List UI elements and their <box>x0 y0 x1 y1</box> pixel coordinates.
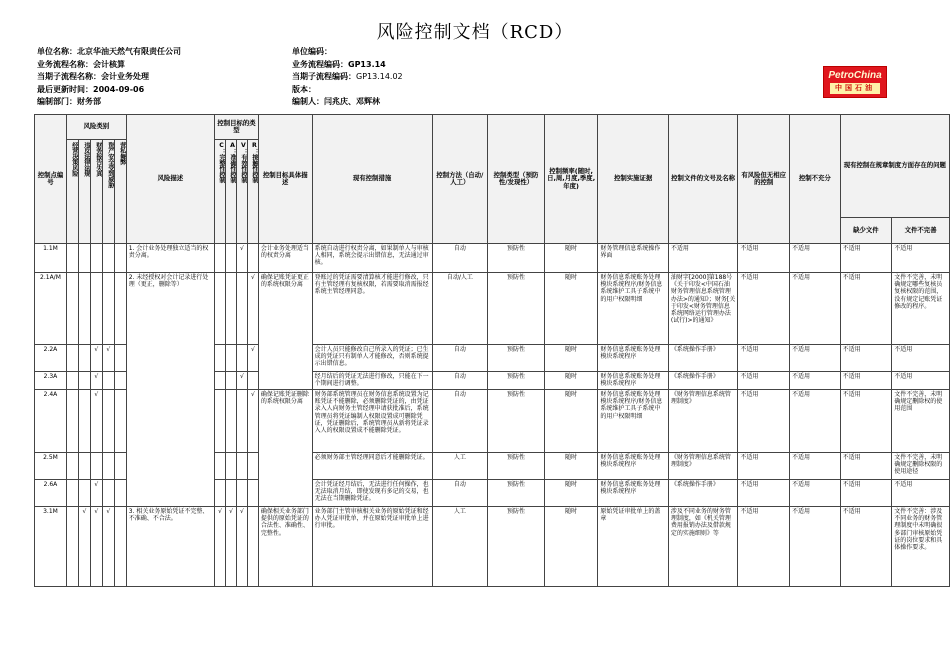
cell-freq: 随时 <box>544 372 598 390</box>
cell-issue-incomplete: 文件不完善：涉及不同业务的财务管理制度中未明确很多部门审核原始凭证的岗位要求和具体操作要求。 <box>892 507 950 587</box>
cell-id: 2.5M <box>35 453 67 480</box>
hdr-ctrl-insuff: 控制不充分 <box>790 115 841 244</box>
hdr-measure: 现有控制措施 <box>312 115 432 244</box>
cell-issue-incomplete: 不适用 <box>892 345 950 372</box>
cell-risk-no-ctrl: 不适用 <box>738 453 790 480</box>
cell-ctype: 预防性 <box>488 453 545 480</box>
meta-subprocess-name: 当期子流程名称：会计业务处理 <box>37 72 149 81</box>
cell-doc: 油财字[2000]第188号《关于印发<中国石油财务管理信息系统管理办法>的通知》；财务[关于印发<财务管理信息系统网络运行管理办法(试行)>的通知》 <box>668 273 738 345</box>
cell-doc: 《财务管理信息系统管理制度》 <box>668 453 738 480</box>
cell-issue-missing: 不适用 <box>840 480 892 507</box>
cell-issue-missing: 不适用 <box>840 507 892 587</box>
cell-risk-desc: 1. 会计业务处理独立适当的权责分离。 <box>126 244 214 273</box>
cell-measure: 会计人员只能修改自己所录入的凭证；已生成的凭证只有制单人才能修改，否则系统提示出错信息。 <box>312 345 432 372</box>
cell-freq: 随时 <box>544 507 598 587</box>
hdr-risk-col-2: 违反法律法规 <box>78 140 90 244</box>
cell-method: 自动 <box>432 372 488 390</box>
cell-risk-no-ctrl: 不适用 <box>738 244 790 273</box>
hdr-risk-col-5: 营私舞弊 <box>114 140 126 244</box>
hdr-ctype: 控制类型（预防性/发现性） <box>488 115 545 244</box>
meta-left <box>37 46 181 109</box>
cell-id: 2.1A/M <box>35 273 67 345</box>
cell-ctype: 预防性 <box>488 273 545 345</box>
hdr-obj-type: 控制目标的类型 <box>215 115 259 140</box>
cell-measure: 业务部门主管审核相关业务的原始凭证和经办人凭证审批单，并在原始凭证审批单上进行审批。 <box>312 507 432 587</box>
hdr-obj-col-a: A：准确性控制 <box>226 140 237 244</box>
hdr-risk-col-3: 财务报告失真 <box>90 140 102 244</box>
cell-ctype: 预防性 <box>488 507 545 587</box>
meta-process-name: 业务流程名称：会计核算 <box>37 59 125 69</box>
cell-freq: 随时 <box>544 273 598 345</box>
cell-evidence: 财务信息系统账务处理模块系统程序 <box>598 345 668 372</box>
meta-version: 版本： <box>292 84 316 94</box>
cell-ctrl-insuff: 不适用 <box>790 390 841 453</box>
cell-measure: 经月结后的凭证无法进行修改，只能在下一个期间进行调整。 <box>312 372 432 390</box>
cell-risk-no-ctrl: 不适用 <box>738 507 790 587</box>
cell-freq: 随时 <box>544 453 598 480</box>
table-row: 2.1A/M 2. 未经授权对会计记录进行处理（更正，删除等） √ 确保记账凭证更正的系统权限分离 登账过的凭证需要清算核才能进行修改，只有主管经理有复核权限，若需要取消需报经系统主管经理同意。 自动/人工 预防性 随时 财务信息系统账务处理模块系统程序/财务信息系统维护工具子系统中的用户权限明细 油财字[2000]第188号《关于印发<中国石油财务管理信息系统管理办法>的通知》；财务[关于印发<财务管理信息系统网络运行管理办法(试行)>的通知》 不适用 不适用 不适用 文件不完善，未明确规定哪些复核员复核权限的范围，没有规定记账凭证修改的程序。 <box>35 273 950 345</box>
cell-freq: 随时 <box>544 480 598 507</box>
cell-method: 自动 <box>432 244 488 273</box>
cell-issue-missing: 不适用 <box>840 453 892 480</box>
hdr-risk-col-4: 资产安全受到威胁 <box>102 140 114 244</box>
cell-issue-missing: 不适用 <box>840 273 892 345</box>
hdr-obj-col-c: C：完整性控制 <box>215 140 226 244</box>
hdr-evidence: 控制实施证据 <box>598 115 668 244</box>
cell-ctype: 预防性 <box>488 345 545 372</box>
cell-ctrl-insuff: 不适用 <box>790 372 841 390</box>
cell-evidence: 财务信息系统账务处理模块系统程序/财务信息系统维护工具子系统中的用户权限明细 <box>598 390 668 453</box>
cell-ctrl-insuff: 不适用 <box>790 345 841 372</box>
cell-issue-missing: 不适用 <box>840 244 892 273</box>
cell-risk-desc: 2. 未经授权对会计记录进行处理（更正，删除等） <box>126 273 214 507</box>
meta-unit-name: 单位名称：北京华油天然气有限责任公司 <box>37 47 181 56</box>
cell-issue-incomplete: 文件不完善，未明确规定删除权的使用范围 <box>892 390 950 453</box>
cell-obj-desc: 会计业务处理适当的权责分离 <box>258 244 312 273</box>
table-row: 2.6A √ 会计凭证经月结后，无法进行任何操作，也无法取消月结，即使发现有多记的交易，也无法在当期删除凭证。 自动 预防性 随时 财务信息系统账务处理模块系统程序 《系统操作手册》 不适用 不适用 不适用 不适用 <box>35 480 950 507</box>
hdr-issue-missing: 缺少文件 <box>840 218 892 244</box>
cell-method: 自动 <box>432 390 488 453</box>
cell-issue-incomplete: 不适用 <box>892 372 950 390</box>
cell-id: 2.6A <box>35 480 67 507</box>
cell-id: 2.2A <box>35 345 67 372</box>
cell-method: 自动 <box>432 345 488 372</box>
cell-doc: 《财务管理信息系统管理制度》 <box>668 390 738 453</box>
cell-evidence: 财务信息系统账务处理模块系统程序/财务信息系统维护工具子系统中的用户权限明细 <box>598 273 668 345</box>
document-title: 风险控制文档（RCD） <box>376 22 574 43</box>
hdr-issue-incomplete: 文件不完善 <box>892 218 950 244</box>
rcd-table <box>34 114 950 587</box>
cell-freq: 随时 <box>544 390 598 453</box>
table-row: 1.1M 1. 会计业务处理独立适当的权责分离。 √ 会计业务处理适当的权责分离 系统自动进行权责分离，如果制单人与审核人相同，系统会提示出错信息，无法通过审核。 自动 预防性 随时 财务管理信息系统操作界面 不适用 不适用 不适用 不适用 不适用 <box>35 244 950 273</box>
cell-evidence: 财务信息系统账务处理模块系统程序 <box>598 372 668 390</box>
cell-obj-desc: 确保相关业务部门提供的原始凭证的合法性、准确性、完整性。 <box>258 507 312 587</box>
cell-evidence: 财务信息系统账务处理模块系统程序 <box>598 480 668 507</box>
hdr-point-no: 控制点编号 <box>35 115 67 244</box>
table-row: 3.1M √ √ √ 3. 相关业务原始凭证不完整、不准确、不合法。 √ √ √ 确保相关业务部门提供的原始凭证的合法性、准确性、完整性。 业务部门主管审核相关业务的原始凭证和经办人凭证审批单，并在原始凭证审批单上进行审批。 人工 预防性 随时 原始凭证审批单上的盖章 涉及不同业务的财务管理制度，如《机关管理费用报销办法及借款规定的实施细则》等 不适用 不适用 不适用 文件不完善：涉及不同业务的财务管理制度中未明确很多部门审核原始凭证的岗位要求和具体操作要求。 <box>35 507 950 587</box>
cell-issue-incomplete: 文件不完善，未明确规定删除权限的使用途径 <box>892 453 950 480</box>
cell-ctype: 预防性 <box>488 480 545 507</box>
cell-measure: 登账过的凭证需要清算核才能进行修改，只有主管经理有复核权限，若需要取消需报经系统主管经理同意。 <box>312 273 432 345</box>
cell-ctrl-insuff: 不适用 <box>790 273 841 345</box>
cell-measure: 系统自动进行权责分离，如果制单人与审核人相同，系统会提示出错信息，无法通过审核。 <box>312 244 432 273</box>
meta-process-code: 业务流程编码：GP13.14 <box>292 59 386 69</box>
petrochina-logo: PetroChina 中国石油 <box>823 66 887 98</box>
cell-freq: 随时 <box>544 244 598 273</box>
cell-risk-desc: 3. 相关业务原始凭证不完整、不准确、不合法。 <box>126 507 214 587</box>
hdr-obj-col-v: V：有效性控制 <box>236 140 247 244</box>
cell-obj-desc: 确保记账凭证删除的系统权限分离 <box>258 390 312 507</box>
table-row: 2.4A √ √ 确保记账凭证删除的系统权限分离 财务部系统管理员在财务信息系统设置为记账凭证不能删除，必须删除凭证的，由凭证录入人向财务主管经理申请获批准后，系统管理员将凭证编制人权限设置成可删除凭证，凭证删除后，系统管理员从新将凭证录入人的权限设置成不能删除凭证。 自动 预防性 随时 财务信息系统账务处理模块系统程序/财务信息系统维护工具子系统中的用户权限明细 《财务管理信息系统管理制度》 不适用 不适用 不适用 文件不完善，未明确规定删除权的使用范围 <box>35 390 950 453</box>
cell-issue-missing: 不适用 <box>840 372 892 390</box>
cell-issue-missing: 不适用 <box>840 390 892 453</box>
cell-freq: 随时 <box>544 345 598 372</box>
header-row-1 <box>35 115 950 140</box>
cell-evidence: 原始凭证审批单上的盖章 <box>598 507 668 587</box>
hdr-risk-col-1: 经营决策风险 <box>66 140 78 244</box>
hdr-risk-type: 风险类别 <box>66 115 126 140</box>
cell-ctype: 预防性 <box>488 390 545 453</box>
hdr-risk-no-ctrl: 有风险但无相应的控制 <box>738 115 790 244</box>
hdr-risk-desc: 风险描述 <box>126 115 214 244</box>
meta-last-updated: 最后更新时间：2004-09-06 <box>37 84 145 94</box>
hdr-method: 控制方法（自动/人工） <box>432 115 488 244</box>
cell-doc: 《系统操作手册》 <box>668 480 738 507</box>
cell-issue-incomplete: 不适用 <box>892 480 950 507</box>
cell-ctrl-insuff: 不适用 <box>790 244 841 273</box>
cell-doc: 《系统操作手册》 <box>668 345 738 372</box>
cell-risk-no-ctrl: 不适用 <box>738 345 790 372</box>
cell-id: 1.1M <box>35 244 67 273</box>
cell-ctrl-insuff: 不适用 <box>790 480 841 507</box>
table-row: 2.2A √ √ √ 会计人员只能修改自己所录入的凭证；已生成的凭证只有制单人才能修改，否则系统提示出错信息。 自动 预防性 随时 财务信息系统账务处理模块系统程序 《系统操作手册》 不适用 不适用 不适用 不适用 <box>35 345 950 372</box>
meta-unit-code: 单位编码： <box>292 47 332 56</box>
cell-obj-desc: 确保记账凭证更正的系统权限分离 <box>258 273 312 390</box>
cell-method: 人工 <box>432 453 488 480</box>
cell-risk-no-ctrl: 不适用 <box>738 273 790 345</box>
hdr-doc: 控制文件的文号及名称 <box>668 115 738 244</box>
cell-method: 人工 <box>432 507 488 587</box>
cell-doc: 不适用 <box>668 244 738 273</box>
cell-ctrl-insuff: 不适用 <box>790 507 841 587</box>
cell-doc: 《系统操作手册》 <box>668 372 738 390</box>
cell-measure: 财务部系统管理员在财务信息系统设置为记账凭证不能删除，必须删除凭证的，由凭证录入人向财务主管经理申请获批准后，系统管理员将凭证编制人权限设置成可删除凭证，凭证删除后，系统管理员从新将凭证录入人的权限设置成不能删除凭证。 <box>312 390 432 453</box>
cell-method: 自动 <box>432 480 488 507</box>
cell-id: 2.3A <box>35 372 67 390</box>
cell-method: 自动/人工 <box>432 273 488 345</box>
hdr-issues: 现有控制在规章制度方面存在的问题 <box>840 115 949 218</box>
cell-ctype: 预防性 <box>488 244 545 273</box>
table-row: 2.3A √ √ 经月结后的凭证无法进行修改，只能在下一个期间进行调整。 自动 预防性 随时 财务信息系统账务处理模块系统程序 《系统操作手册》 不适用 不适用 不适用 不适用 <box>35 372 950 390</box>
cell-id: 3.1M <box>35 507 67 587</box>
cell-risk-no-ctrl: 不适用 <box>738 480 790 507</box>
hdr-obj-desc: 控制目标具体描述 <box>258 115 312 244</box>
hdr-freq: 控制频率(随时,日,周,月度,季度,年度) <box>544 115 598 244</box>
cell-issue-missing: 不适用 <box>840 345 892 372</box>
cell-evidence: 财务管理信息系统操作界面 <box>598 244 668 273</box>
cell-issue-incomplete: 不适用 <box>892 244 950 273</box>
cell-measure: 必须财务部主管经理同意后才能删除凭证。 <box>312 453 432 480</box>
cell-doc: 涉及不同业务的财务管理制度，如《机关管理费用报销办法及借款规定的实施细则》等 <box>668 507 738 587</box>
cell-risk-no-ctrl: 不适用 <box>738 372 790 390</box>
meta-author: 编制人：闫兆庆、邓辉林 <box>292 97 380 106</box>
hdr-obj-col-r: R：接触性控制 <box>247 140 258 244</box>
cell-evidence: 财务信息系统账务处理模块系统程序 <box>598 453 668 480</box>
meta-department: 编制部门：财务部 <box>37 97 101 106</box>
cell-id: 2.4A <box>35 390 67 453</box>
cell-issue-incomplete: 文件不完善，未明确规定哪些复核员复核权限的范围，没有规定记账凭证修改的程序。 <box>892 273 950 345</box>
cell-measure: 会计凭证经月结后，无法进行任何操作，也无法取消月结，即使发现有多记的交易，也无法在当期删除凭证。 <box>312 480 432 507</box>
cell-ctype: 预防性 <box>488 372 545 390</box>
cell-risk-no-ctrl: 不适用 <box>738 390 790 453</box>
cell-ctrl-insuff: 不适用 <box>790 453 841 480</box>
meta-subprocess-code: 当期子流程编码：GP13.14.02 <box>292 72 403 81</box>
meta-right <box>292 46 403 109</box>
